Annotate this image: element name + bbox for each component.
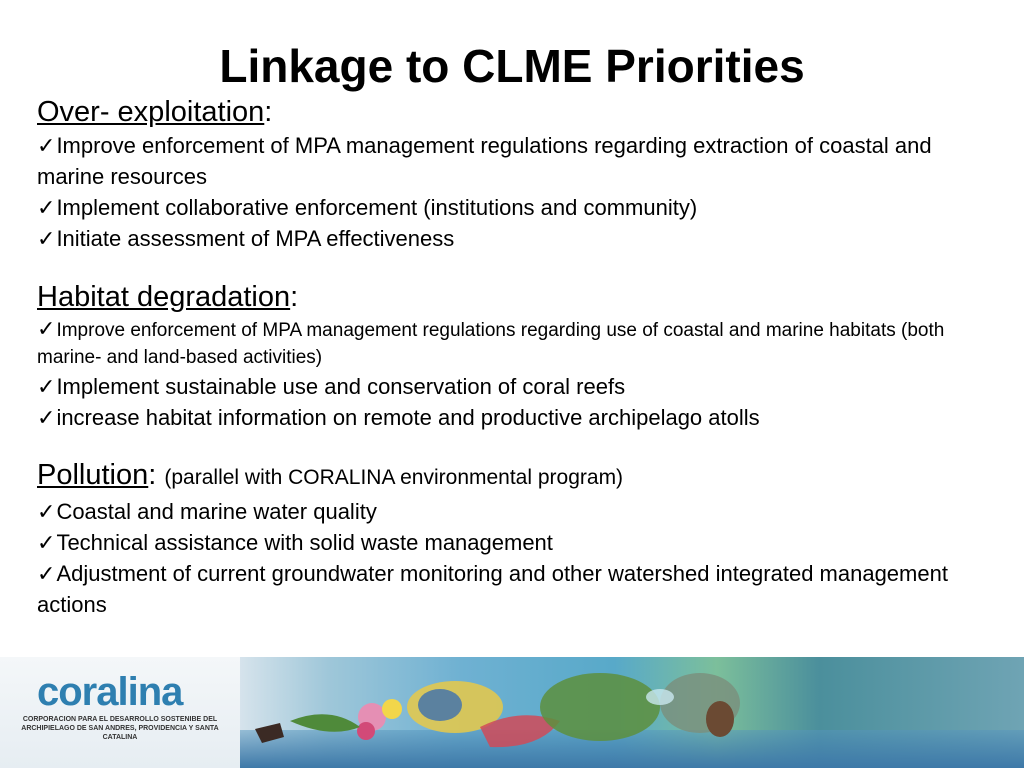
list-item — [37, 371, 997, 402]
list-item-text: Initiate assessment of MPA effectiveness — [56, 226, 455, 251]
list-item — [37, 496, 997, 527]
list-item — [37, 130, 997, 192]
check-icon: ✓ — [37, 133, 56, 158]
check-icon: ✓ — [37, 499, 56, 524]
logo-subtitle: CORPORACION PARA EL DESARROLLO SOSTENIBE DEL ARCHIPIELAGO DE SAN ANDRES, PROVIDENCIA Y SANTA CATALINA — [21, 716, 219, 741]
section-heading-pollution — [37, 457, 997, 496]
check-icon: ✓ — [37, 195, 56, 220]
section-heading-habitat — [37, 279, 997, 315]
list-item-text: Improve enforcement of MPA management regulations regarding use of coastal and marine habitats (both marine- and land-based activities) — [37, 320, 945, 368]
check-icon: ✓ — [37, 561, 56, 586]
check-icon: ✓ — [37, 374, 56, 399]
section-heading-overexploitation — [37, 94, 997, 130]
heading-note: (parallel with CORALINA environmental program) — [164, 466, 624, 489]
list-item-text: Improve enforcement of MPA management regulations regarding extraction of coastal and marine resources — [37, 133, 932, 189]
list-item-text: increase habitat information on remote and productive archipelago atolls — [56, 405, 760, 430]
heading-colon: : — [290, 281, 299, 313]
coralina-logo: coralina — [37, 670, 183, 714]
spacer — [37, 433, 997, 457]
slide-title: Linkage to CLME Priorities — [219, 40, 805, 92]
list-item-text: Implement collaborative enforcement (institutions and community) — [56, 195, 698, 220]
logo-panel — [0, 657, 240, 768]
check-icon: ✓ — [37, 405, 56, 430]
heading-colon: : — [264, 96, 273, 128]
list-item — [37, 558, 997, 620]
check-icon: ✓ — [37, 530, 56, 555]
spacer — [37, 254, 997, 279]
heading-colon: : — [148, 459, 157, 491]
slide-content — [37, 94, 997, 620]
heading-text: Habitat degradation — [37, 281, 291, 313]
check-icon: ✓ — [37, 316, 56, 341]
list-item-text: Implement sustainable use and conservation of coral reefs — [56, 374, 626, 399]
list-item-text: Coastal and marine water quality — [56, 499, 377, 524]
list-item — [37, 315, 997, 371]
list-item — [37, 527, 997, 558]
check-icon: ✓ — [37, 226, 56, 251]
footer-banner — [0, 657, 1024, 768]
heading-text: Over- exploitation — [37, 96, 265, 128]
list-item-text: Technical assistance with solid waste management — [56, 530, 553, 555]
heading-text: Pollution — [37, 459, 149, 491]
list-item — [37, 192, 997, 223]
list-item-text: Adjustment of current groundwater monitoring and other watershed integrated management actions — [37, 561, 948, 617]
list-item — [37, 223, 997, 254]
list-item — [37, 402, 997, 433]
